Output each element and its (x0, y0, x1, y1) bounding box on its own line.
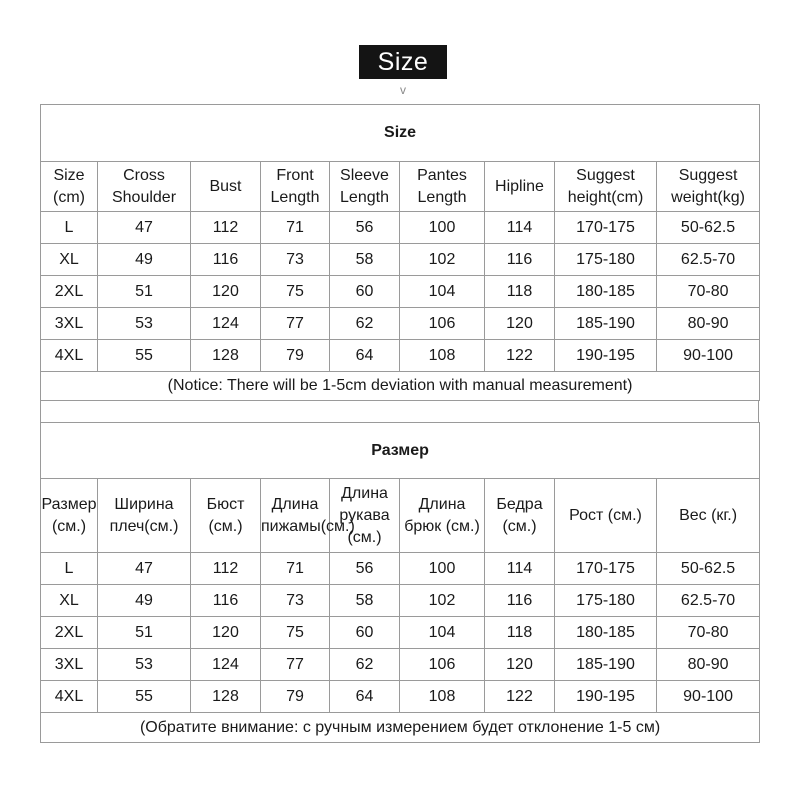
header-sleeve-length: Sleeve Length (330, 162, 400, 212)
table-row (41, 340, 760, 372)
cell-bust: 120 (191, 617, 261, 649)
cell-pants-length: 104 (400, 617, 485, 649)
cell-hipline: 118 (485, 617, 555, 649)
header-hipline: Бедра (см.) (485, 479, 555, 553)
table-row (41, 276, 760, 308)
cell-front-length: 79 (261, 340, 330, 372)
cell-size: L (41, 553, 98, 585)
cell-shoulder: 53 (98, 308, 191, 340)
cell-bust: 116 (191, 244, 261, 276)
cell-shoulder: 53 (98, 649, 191, 681)
cell-bust: 128 (191, 340, 261, 372)
cell-sleeve-length: 58 (330, 244, 400, 276)
header-front-length: Длина пижамы(см.) (261, 479, 330, 553)
cell-weight: 80-90 (657, 649, 760, 681)
cell-hipline: 114 (485, 553, 555, 585)
table-row (41, 617, 760, 649)
cell-front-length: 71 (261, 553, 330, 585)
cell-weight: 80-90 (657, 308, 760, 340)
header-hipline: Hipline (485, 162, 555, 212)
table-divider (40, 401, 759, 423)
cell-size: 3XL (41, 308, 98, 340)
cell-pants-length: 100 (400, 553, 485, 585)
cell-front-length: 75 (261, 617, 330, 649)
header-cross-shoulder: Ширина плеч(см.) (98, 479, 191, 553)
cell-pants-length: 102 (400, 585, 485, 617)
cell-front-length: 71 (261, 212, 330, 244)
cell-pants-length: 108 (400, 681, 485, 713)
cell-shoulder: 55 (98, 340, 191, 372)
cell-size: XL (41, 585, 98, 617)
header-bust: Bust (191, 162, 261, 212)
cell-hipline: 116 (485, 244, 555, 276)
cell-sleeve-length: 62 (330, 649, 400, 681)
cell-weight: 70-80 (657, 276, 760, 308)
table-row (41, 244, 760, 276)
header-size: Размер (см.) (41, 479, 98, 553)
cell-sleeve-length: 58 (330, 585, 400, 617)
cell-hipline: 120 (485, 649, 555, 681)
size-table-english (40, 104, 760, 401)
cell-pants-length: 106 (400, 308, 485, 340)
cell-sleeve-length: 60 (330, 617, 400, 649)
cell-shoulder: 49 (98, 585, 191, 617)
cell-sleeve-length: 62 (330, 308, 400, 340)
cell-height: 175-180 (555, 244, 657, 276)
cell-weight: 90-100 (657, 340, 760, 372)
cell-bust: 128 (191, 681, 261, 713)
header-sleeve-length: Длина рукава (см.) (330, 479, 400, 553)
cell-front-length: 79 (261, 681, 330, 713)
cell-hipline: 120 (485, 308, 555, 340)
header-row (41, 162, 760, 212)
header-bust: Бюст (см.) (191, 479, 261, 553)
cell-hipline: 114 (485, 212, 555, 244)
cell-pants-length: 104 (400, 276, 485, 308)
cell-hipline: 116 (485, 585, 555, 617)
cell-weight: 70-80 (657, 617, 760, 649)
cell-height: 185-190 (555, 649, 657, 681)
header-pants-length: Pantes Length (400, 162, 485, 212)
header-size: Size (cm) (41, 162, 98, 212)
cell-height: 190-195 (555, 681, 657, 713)
cell-hipline: 118 (485, 276, 555, 308)
cell-front-length: 75 (261, 276, 330, 308)
cell-weight: 50-62.5 (657, 553, 760, 585)
cell-weight: 50-62.5 (657, 212, 760, 244)
table-title: Size (41, 105, 760, 162)
cell-weight: 62.5-70 (657, 585, 760, 617)
cell-height: 190-195 (555, 340, 657, 372)
size-badge: Size (359, 45, 447, 79)
cell-bust: 124 (191, 308, 261, 340)
cell-front-length: 77 (261, 308, 330, 340)
cell-bust: 116 (191, 585, 261, 617)
cell-shoulder: 51 (98, 617, 191, 649)
cell-sleeve-length: 56 (330, 212, 400, 244)
header-suggest-height: Рост (см.) (555, 479, 657, 553)
measurement-notice: (Notice: There will be 1-5cm deviation with manual measurement) (41, 372, 760, 401)
cell-height: 180-185 (555, 276, 657, 308)
table-title: Размер (41, 423, 760, 479)
header-suggest-height: Suggest height(cm) (555, 162, 657, 212)
cell-bust: 112 (191, 553, 261, 585)
cell-size: 2XL (41, 617, 98, 649)
cell-bust: 120 (191, 276, 261, 308)
table-row (41, 553, 760, 585)
cell-weight: 62.5-70 (657, 244, 760, 276)
cell-weight: 90-100 (657, 681, 760, 713)
cell-sleeve-length: 60 (330, 276, 400, 308)
cell-shoulder: 51 (98, 276, 191, 308)
measurement-notice: (Обратите внимание: с ручным измерением будет отклонение 1-5 см) (41, 713, 760, 743)
cell-size: 2XL (41, 276, 98, 308)
header-row (41, 479, 760, 553)
cell-shoulder: 55 (98, 681, 191, 713)
cell-height: 180-185 (555, 617, 657, 649)
table-row (41, 649, 760, 681)
cell-size: 4XL (41, 681, 98, 713)
table-row (41, 212, 760, 244)
chevron-down-icon: v (400, 83, 406, 97)
header-suggest-weight: Вес (кг.) (657, 479, 760, 553)
cell-size: 4XL (41, 340, 98, 372)
cell-height: 170-175 (555, 553, 657, 585)
table-row (41, 585, 760, 617)
cell-hipline: 122 (485, 681, 555, 713)
header-suggest-weight: Suggest weight(kg) (657, 162, 760, 212)
cell-sleeve-length: 56 (330, 553, 400, 585)
cell-size: XL (41, 244, 98, 276)
table-row (41, 681, 760, 713)
cell-shoulder: 49 (98, 244, 191, 276)
cell-height: 175-180 (555, 585, 657, 617)
cell-hipline: 122 (485, 340, 555, 372)
cell-height: 170-175 (555, 212, 657, 244)
cell-pants-length: 106 (400, 649, 485, 681)
cell-front-length: 73 (261, 244, 330, 276)
table-row (41, 308, 760, 340)
cell-pants-length: 100 (400, 212, 485, 244)
cell-front-length: 73 (261, 585, 330, 617)
cell-shoulder: 47 (98, 212, 191, 244)
header-front-length: Front Length (261, 162, 330, 212)
cell-pants-length: 108 (400, 340, 485, 372)
cell-size: 3XL (41, 649, 98, 681)
header-pants-length: Длина брюк (см.) (400, 479, 485, 553)
header-cross-shoulder: Cross Shoulder (98, 162, 191, 212)
cell-bust: 112 (191, 212, 261, 244)
cell-sleeve-length: 64 (330, 340, 400, 372)
cell-front-length: 77 (261, 649, 330, 681)
cell-sleeve-length: 64 (330, 681, 400, 713)
cell-size: L (41, 212, 98, 244)
cell-pants-length: 102 (400, 244, 485, 276)
cell-height: 185-190 (555, 308, 657, 340)
size-table-russian (40, 422, 760, 743)
cell-bust: 124 (191, 649, 261, 681)
cell-shoulder: 47 (98, 553, 191, 585)
